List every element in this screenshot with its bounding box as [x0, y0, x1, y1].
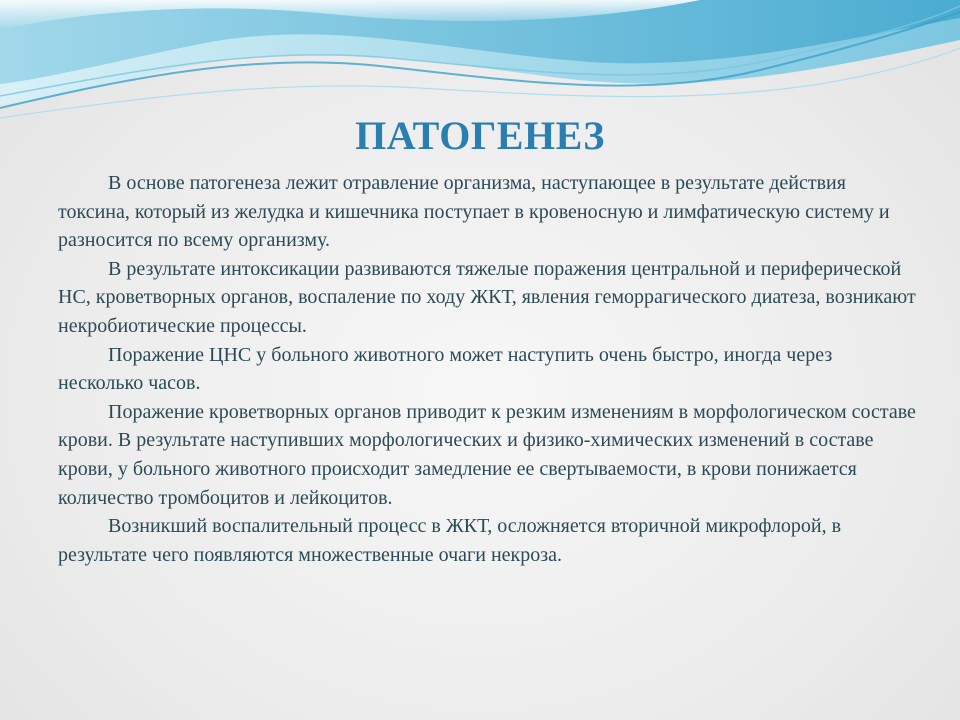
- slide-title: ПАТОГЕНЕЗ: [355, 113, 605, 158]
- paragraph: Возникший воспалительный процесс в ЖКТ, осложняется вторичной микрофлорой, в результате чего появляются множественные очаги некроза.: [58, 515, 842, 566]
- paragraph: В основе патогенеза лежит отравление организма, наступающее в результате действия токсина, который из желудка и кишечника поступает в кровеносную и лимфатическую систему и разносится по всему организму.: [58, 172, 890, 252]
- paragraph: В результате интоксикации развиваются тяжелые поражения центральной и периферической НС, кроветворных органов, воспаление по ходу ЖКТ, явления геморрагического диатеза, возникают некробиотические процессы.: [58, 257, 916, 337]
- slide-body: [58, 169, 918, 569]
- decorative-wave-header: [0, 0, 960, 130]
- paragraph: Поражение ЦНС у больного животного может наступить очень быстро, иногда через несколько часов.: [58, 343, 833, 395]
- paragraph: Поражение кроветворных органов приводит к резким изменениям в морфологическом составе крови. В результате наступивших морфологических и физико-химических изменений в составе крови, у больного животного происходит замедление ее свертываемости, в крови понижается количество тромбоцитов и лейкоцитов.: [58, 400, 916, 509]
